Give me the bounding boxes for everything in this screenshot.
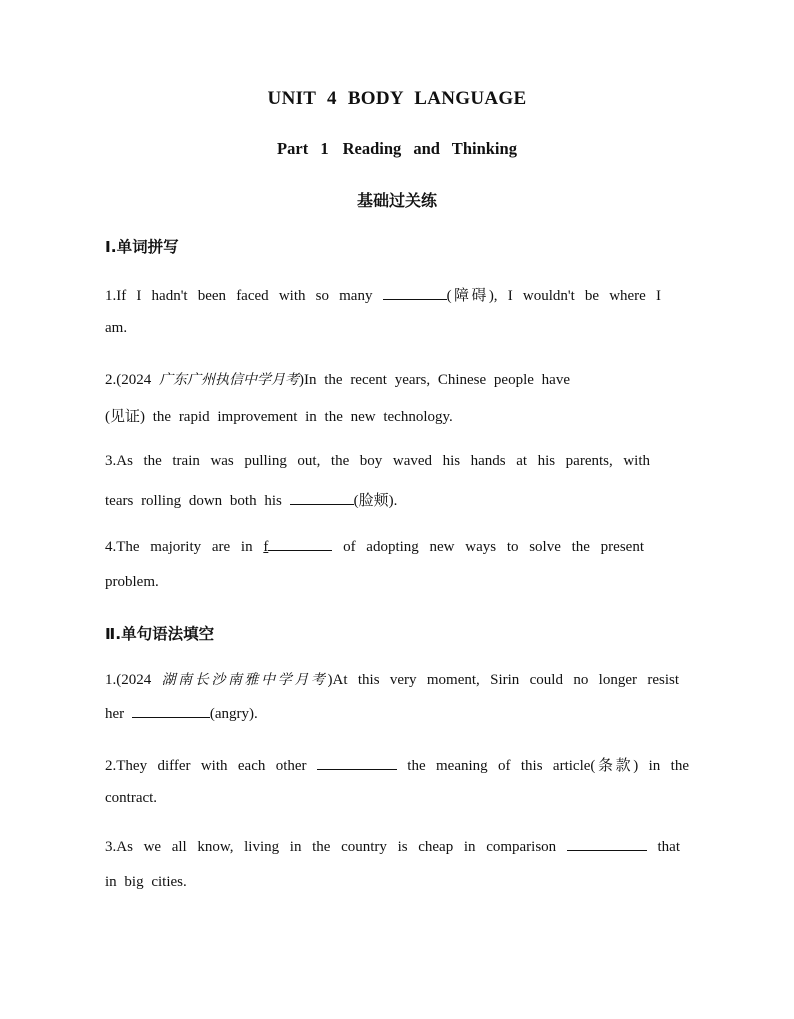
part-name: Reading and Thinking bbox=[342, 139, 517, 158]
part-number: Part 1 bbox=[277, 139, 329, 158]
question-line: 1.(2024 湖南长沙南雅中学月考)At this very moment, Sirin could no longer resist bbox=[105, 672, 679, 688]
answer-blank[interactable] bbox=[290, 492, 354, 505]
unit-title: UNIT 4 BODY LANGUAGE bbox=[267, 88, 527, 109]
question-line: 2.They differ with each other the meaning of this article(条款) in the bbox=[105, 758, 689, 774]
section-heading-grammar: Ⅱ.单句语法填空 bbox=[105, 625, 215, 643]
hint-letter: f bbox=[263, 539, 269, 555]
question-line: in big cities. bbox=[105, 874, 187, 890]
question-line: her (angry). bbox=[105, 706, 258, 722]
question-line: 2.(2024 广东广州执信中学月考)In the recent years, Chinese people have bbox=[105, 372, 570, 388]
question-line: contract. bbox=[105, 790, 158, 806]
source-note: 广东广州执信中学月考 bbox=[159, 372, 299, 388]
source-note: 湖南长沙南雅中学月考 bbox=[161, 672, 328, 688]
question-line: 4.The majority are in f of adopting new ways to solve the present bbox=[105, 539, 645, 555]
answer-blank[interactable] bbox=[567, 838, 647, 851]
question-line: 3.As we all know, living in the country is cheap in comparison that bbox=[105, 839, 680, 855]
question-line: tears rolling down both his (脸颊). bbox=[105, 493, 398, 509]
question-line: 3.As the train was pulling out, the boy waved his hands at his parents, with bbox=[105, 453, 650, 469]
question-line: am. bbox=[105, 320, 128, 336]
answer-blank[interactable] bbox=[317, 757, 397, 770]
answer-blank[interactable] bbox=[383, 287, 447, 300]
exercise-label: 基础过关练 bbox=[356, 191, 437, 210]
section-heading-spelling: Ⅰ.单词拼写 bbox=[105, 238, 179, 256]
answer-blank[interactable] bbox=[132, 705, 210, 718]
answer-blank[interactable] bbox=[268, 538, 332, 551]
part-title bbox=[0, 139, 794, 159]
question-line: problem. bbox=[105, 574, 159, 590]
question-line: 1.If I hadn't been faced with so many (障碍), I wouldn't be where I bbox=[105, 288, 661, 304]
question-line: (见证) the rapid improvement in the new technology. bbox=[105, 409, 453, 425]
